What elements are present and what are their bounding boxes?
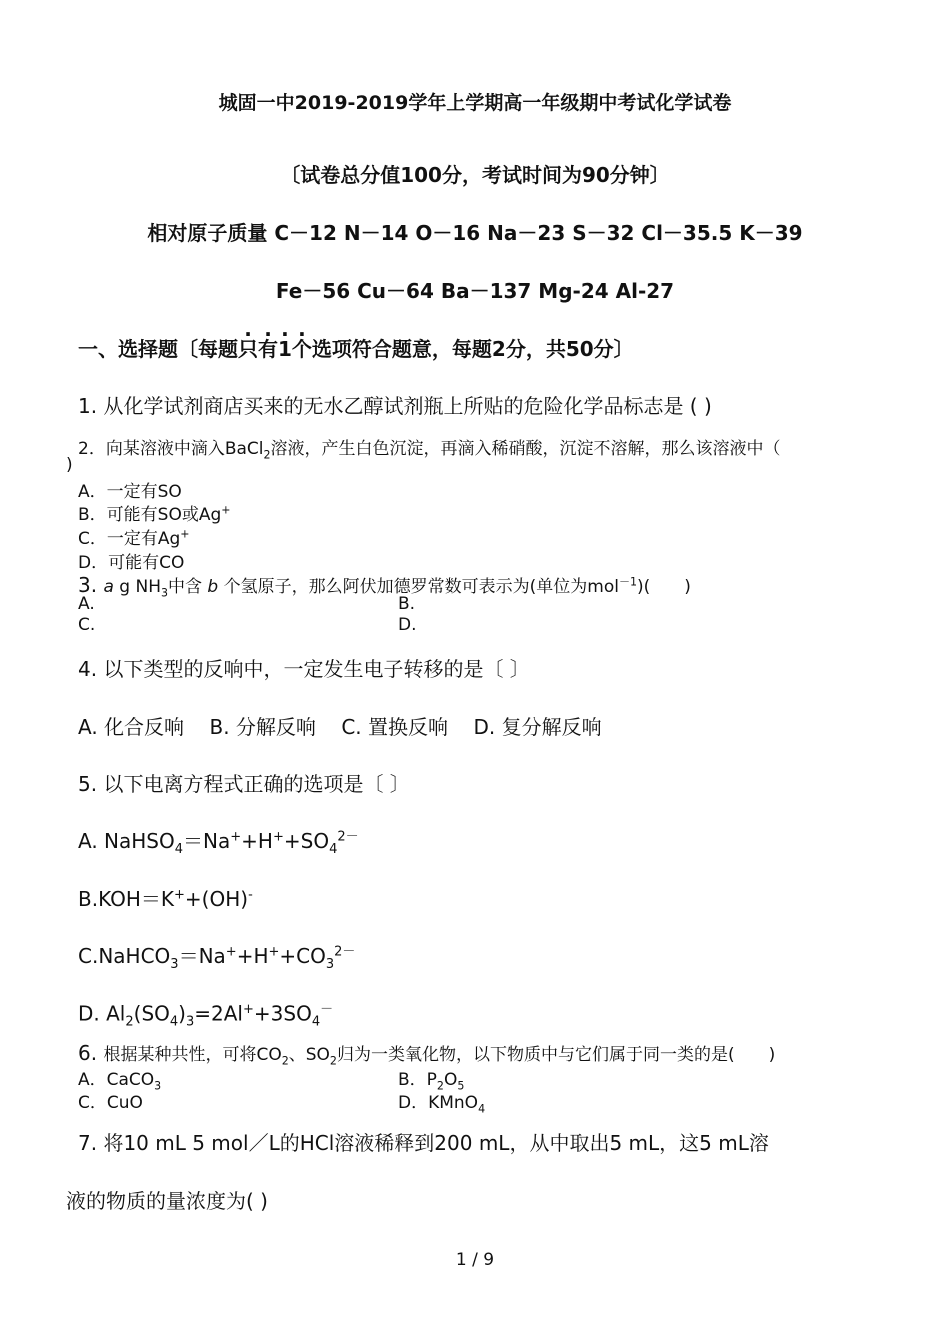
q3-option-c: C. — [78, 615, 96, 635]
q6-option-a: A．CaCO$_3$ — [78, 1070, 162, 1093]
q4-options: A. 化合反响 B. 分解反响 C. 置换反响 D. 复分解反响 — [78, 715, 602, 739]
question-7-cont: 液的物质的量浓度为( ) — [66, 1189, 268, 1213]
emphasis-char: 1 · — [278, 337, 292, 361]
q2-option-c: C．一定有Ag+ — [78, 527, 190, 549]
exam-title: 城固一中2019-2019学年上学期高一年级期中考试化学试卷 — [218, 92, 732, 114]
exam-subtitle: 〔试卷总分值100分，考试时间为90分钟〕 — [280, 163, 670, 187]
section-heading-prefix: 一、选择题〔每题 — [78, 337, 238, 361]
q5-option-b: B.KOH＝K++(OH)- — [78, 887, 253, 911]
q2-option-a: A．一定有SO — [78, 482, 182, 502]
emphasis-char: 个 — [291, 337, 312, 361]
question-2: 2．向某溶液中滴入BaCl$_2$溶液，产生白色沉淀，再滴入稀硝酸，沉淀不溶解，那么该溶液中（ — [78, 439, 781, 462]
section-heading — [78, 333, 634, 362]
q2-option-b: B．可能有SO或Ag+ — [78, 503, 231, 525]
question-5: 5. 以下电离方程式正确的选项是〔 〕 — [78, 772, 410, 796]
question-7: 7. 将10 mL 5 mol／L的HCl溶液稀释到200 mL，从中取出5 mL，这5 mL溶 — [78, 1131, 769, 1155]
q6-option-c: C．CuO — [78, 1093, 143, 1113]
question-1: 1. 从化学试剂商店买来的无水乙醇试剂瓶上所贴的危险化学品标志是 ( ) — [78, 394, 712, 418]
atomic-masses-line-2: Fe－56 Cu－64 Ba－137 Mg-24 Al-27 — [275, 279, 675, 303]
page-number: 1 / 9 — [455, 1250, 495, 1270]
question-3: 3. a g $NH_3$中含 b 个氢原子，那么阿伏加德罗常数可表示为(单位为mol$^{-1}$)( ) — [78, 573, 691, 600]
question-6: 6. 根据某种共性，可将$CO_2$、$SO_2$归为一类氧化物，以下物质中与它们属于同一类的是( ) — [78, 1041, 776, 1068]
q6-option-b: B．$P_2O_5$ — [398, 1070, 465, 1093]
question-2-cont: ) — [66, 455, 73, 475]
q3-option-d: D. — [398, 615, 417, 635]
q6-option-d: D．KMnO$_4$ — [398, 1093, 486, 1116]
q3-option-a: A. — [78, 594, 95, 614]
q5-option-a: A. $NaHSO_4=Na^++H^++SO_4^{2-}$ — [78, 829, 359, 857]
section-heading-suffix: 选项符合题意，每题2分，共50分〕 — [311, 337, 634, 361]
q3-option-b: B. — [398, 594, 416, 614]
q5-option-d: D. $Al_2(SO_4)_3=2Al^++3SO_4^-$ — [78, 1001, 334, 1030]
q2-option-d: D．可能有CO — [78, 553, 185, 573]
question-4: 4. 以下类型的反响中，一定发生电子转移的是〔 〕 — [78, 657, 530, 681]
q5-option-c: $C.NaHCO_3=Na^++H^++CO_3^{2-}$ — [78, 944, 356, 972]
emphasis-char: 只 — [238, 337, 258, 361]
emphasis-char: 有 — [258, 337, 278, 361]
atomic-masses-line-1: 相对原子质量 C－12 N－14 O－16 Na－23 S－32 Cl－35.5 K－39 — [147, 221, 803, 245]
